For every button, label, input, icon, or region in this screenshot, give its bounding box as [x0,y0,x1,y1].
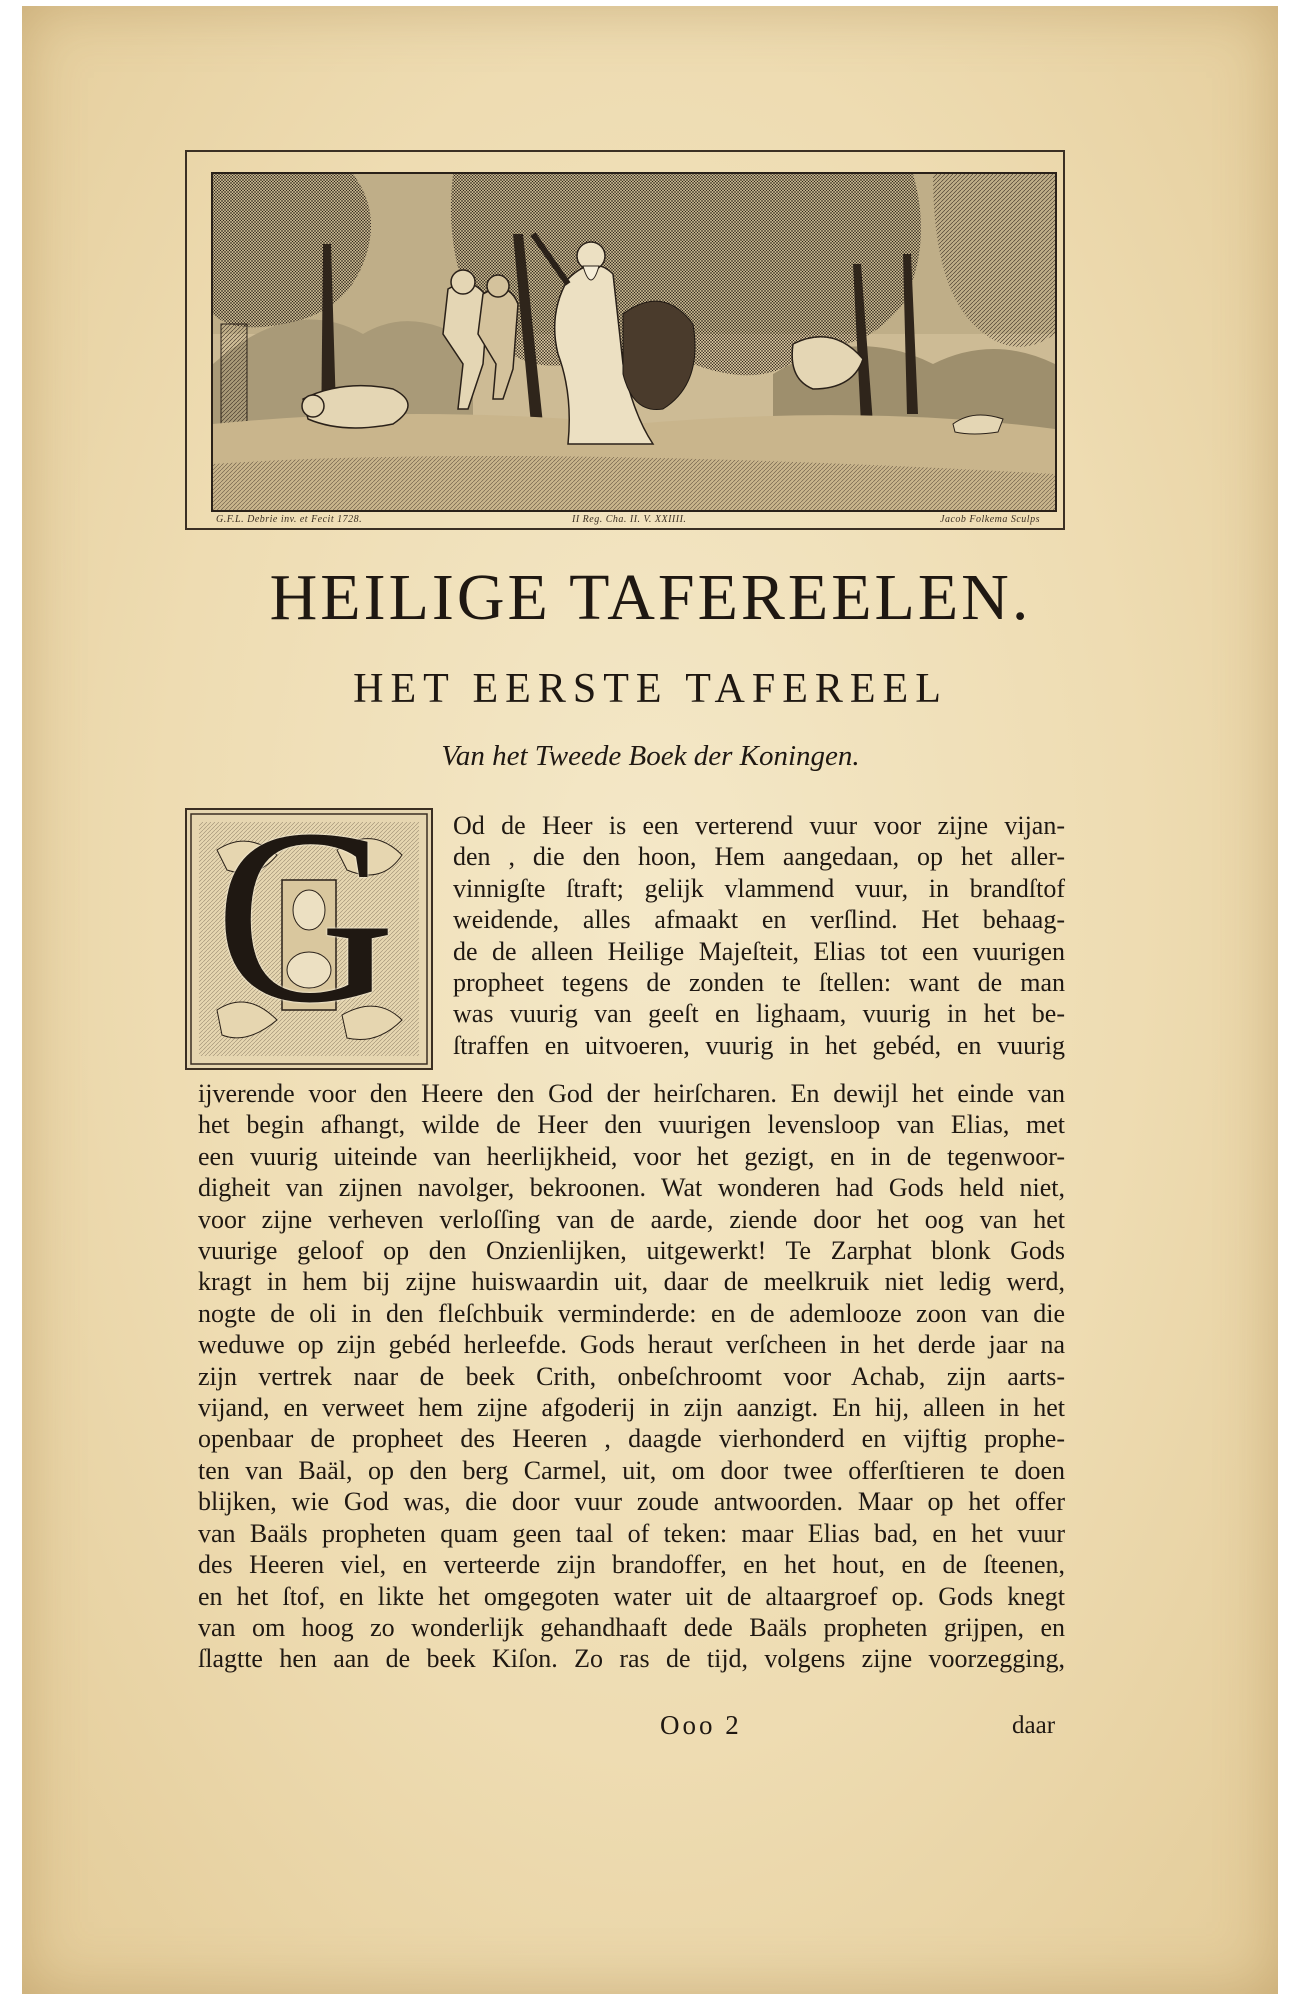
page-signature: Ooo 2 [660,1710,742,1740]
engraving-scene [213,174,1055,510]
text-line: des Heeren viel, en verteerde zijn brandoffer, en het hout, en de ſteenen, [198,1550,1065,1580]
text-line: een vuurig uiteinde van heerlijkheid, voor het gezigt, en in de tegenwoor- [198,1141,1065,1171]
page-title: HEILIGE TAFEREELEN. [269,561,1032,634]
text-line: van om hoog zo wonderlijk gehandhaaft dede Baäls propheten grijpen, en [198,1612,1065,1642]
engraving-illustration [211,172,1057,512]
paragraph-opening [453,810,1065,1061]
decorated-initial [185,778,433,1070]
text-line: vijand, en verweet hem zijne afgoderij in zijn aanzigt. En hij, alleen in het [198,1393,1065,1423]
text-line: ſtraffen en uitvoeren, vuurig in het gebéd, en vuurig [453,1030,1065,1060]
plate-caption-left: G.F.L. Debrie inv. et Fecit 1728. [216,514,363,525]
catchword: daar [1012,1712,1056,1739]
text-line: den , die den hoon, Hem aangedaan, op het aller- [453,842,1065,872]
text-line: zijn vertrek naar de beek Crith, onbeſchroomt voor Achab, zijn aarts- [198,1361,1065,1391]
plate-caption-center: II Reg. Cha. II. V. XXIIII. [572,514,687,525]
paragraph-body [198,1078,1065,1675]
initial-letter: G [215,778,396,1055]
text-line: blijken, wie God was, die door vuur zoude antwoorden. Maar op het offer [198,1487,1065,1517]
section-heading: HET EERSTE TAFEREEL [353,666,948,712]
text-line: het begin afhangt, wilde de Heer den vuurigen levensloop van Elias, met [198,1110,1065,1140]
text-line: vuurige geloof op den Onzienlijken, uitgewerkt! Te Zarphat blonk Gods [198,1236,1065,1266]
text-line: ten van Baäl, op den berg Carmel, uit, om door twee offerſtieren te doen [198,1455,1065,1485]
plate-caption-right: Jacob Folkema Sculps [940,514,1040,525]
text-line: weidende, alles afmaakt en verſlind. Het behaag- [453,905,1065,935]
text-line: kragt in hem bij zijne huiswaardin uit, daar de meelkruik niet ledig werd, [198,1267,1065,1297]
text-line: nogte de oli in den fleſchbuik verminderde: en de ademlooze zoon van die [198,1298,1065,1328]
book-reference: Van het Tweede Boek der Koningen. [441,740,860,772]
text-line: openbaar de propheet des Heeren , daagde vierhonderd en vijftig prophe- [198,1424,1065,1454]
text-line: en het ſtof, en likte het omgegoten water uit de altaargroef op. Gods knegt [198,1581,1065,1611]
text-line: van Baäls propheten quam geen taal of teken: maar Elias bad, en het vuur [198,1518,1065,1548]
text-line: was vuurig van geeſt en lighaam, vuurig in het be- [453,999,1065,1029]
text-line: ſlagtte hen aan de beek Kiſon. Zo ras de tijd, volgens zijne voorzegging, [198,1644,1065,1674]
text-line: weduwe op zijn gebéd herleefde. Gods heraut verſcheen in het derde jaar na [198,1330,1065,1360]
text-line: digheit van zijnen navolger, bekroonen. Wat wonderen had Gods held niet, [198,1173,1065,1203]
text-line: vinnigſte ſtraft; gelijk vlammend vuur, in brandſtof [453,873,1065,903]
text-line: voor zijne verheven verloſſing van de aarde, ziende door het oog van het [198,1204,1065,1234]
text-line: propheet tegens de zonden te ſtellen: want de man [453,968,1065,998]
text-line: ijverende voor den Heere den God der heirſcharen. En dewijl het einde van [198,1079,1065,1108]
text-line: Od de Heer is een verterend vuur voor zijne vijan- [453,811,1065,840]
text-line: de de alleen Heilige Majeſteit, Elias tot een vuurigen [453,936,1065,966]
